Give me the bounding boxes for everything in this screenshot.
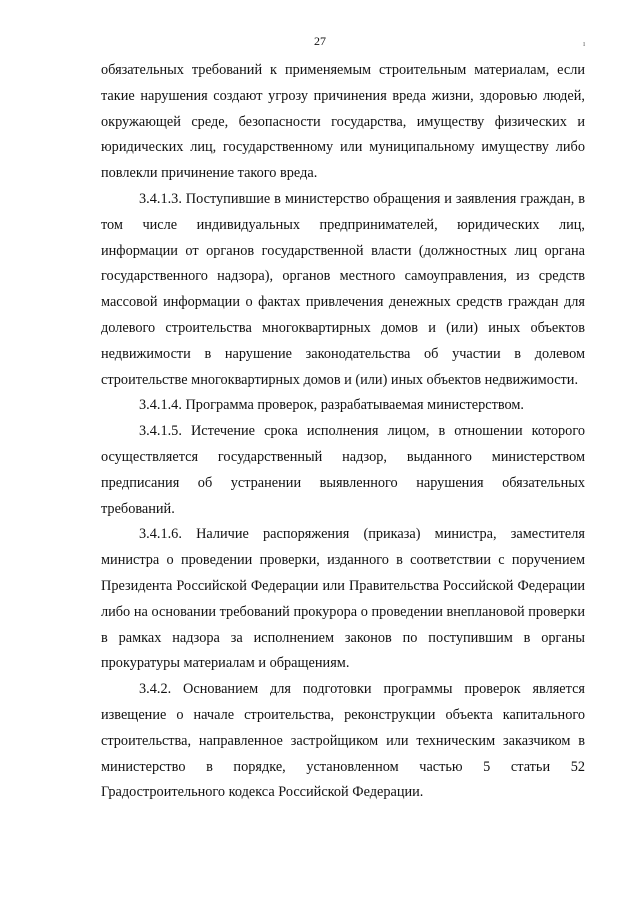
document-body (101, 58, 585, 806)
paragraph-3-4-1-3: 3.4.1.3. Поступившие в министерство обращения и заявления граждан, в том числе индивидуальных предпринимателей, юридических лиц, информации от органов государственной власти (должностных лиц органа государственного надзора), органов местного самоуправления, из средств массовой информации о фактах привлечения денежных средств граждан для долевого строительства многоквартирных домов и (или) иных объектов недвижимости в нарушение законодательства об участии в долевом строительстве многоквартирных домов и (или) иных объектов недвижимости. (101, 190, 585, 388)
scan-mark: ı (583, 39, 586, 48)
paragraph-continuation: обязательных требований к применяемым строительным материалам, если такие нарушения создают угрозу причинения вреда жизни, здоровью людей, окружающей среде, безопасности государства, имуществу физических и юридических лиц, государственному или муниципальному имуществу либо повлекли причинение такого вреда. (101, 62, 585, 182)
paragraph-3-4-2: 3.4.2. Основанием для подготовки программы проверок является извещение о начале строительства, реконструкции объекта капитального строительства, направленное застройщиком или техническим заказчиком в министерство в порядке, установленном частью 5 статьи 52 Градостроительного кодекса Российской Федерации. (101, 681, 585, 801)
paragraph-3-4-1-6: 3.4.1.6. Наличие распоряжения (приказа) министра, заместителя министра о проведении проверки, изданного в соответствии с поручением Президента Российской Федерации или Правительства Российской Федерации либо на основании требований прокурора о проведении внеплановой проверки в рамках надзора за исполнением законов по поступившим в органы прокуратуры материалам и обращениям. (101, 526, 585, 672)
paragraph-3-4-1-4: 3.4.1.4. Программа проверок, разрабатываемая министерством. (139, 397, 524, 414)
page-number: 27 (314, 34, 326, 48)
paragraph-3-4-1-5: 3.4.1.5. Истечение срока исполнения лицом, в отношении которого осуществляется государственный надзор, выданного министерством предписания об устранении выявленного нарушения обязательных требований. (101, 423, 585, 517)
